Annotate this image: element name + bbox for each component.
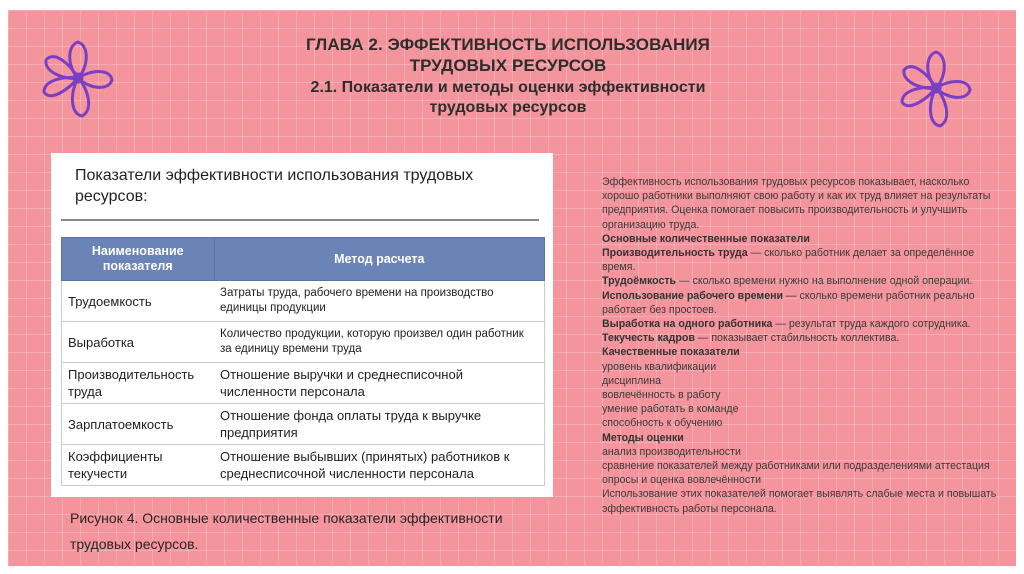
quantitative-heading: Основные количественные показатели (602, 232, 810, 245)
list-item: опросы и оценка вовлечённости (602, 474, 761, 487)
list-item (602, 289, 1002, 317)
list-item: способность к обучению (602, 417, 723, 430)
indicator-name: Коэффициенты текучести (62, 445, 215, 486)
table-row (62, 281, 545, 322)
indicator-method: Затраты труда, рабочего времени на производство единицы продукции (214, 281, 545, 322)
section-title-line2: трудовых ресурсов (429, 99, 587, 116)
intro-paragraph: Эффективность использования трудовых ресурсов показывает, насколько хорошо работники выполняют свою работу и как их труд влияет на результаты предприятия. Оценка помогает повысить производительность и улучшить организацию труда. (602, 176, 991, 231)
list-item (602, 246, 1002, 274)
conclusion-paragraph: Использование этих показателей помогает выявлять слабые места и повышать эффективность работы персонала. (602, 488, 997, 515)
table-row (62, 404, 545, 445)
list-item: вовлечённость в работу (602, 389, 721, 402)
definition: — сколько времени работник реально работает без простоев. (602, 289, 975, 316)
list-item: дисциплина (602, 374, 661, 387)
indicator-method: Отношение выбывших (принятых) работников к среднесписочной численности персонала (214, 445, 545, 486)
indicator-method: Количество продукции, которую произвел один работник за единицу времени труда (214, 322, 545, 363)
list-item (602, 274, 1002, 288)
definition: — показывает стабильность коллектива. (694, 332, 900, 345)
list-item: умение работать в команде (602, 403, 739, 416)
divider (61, 219, 539, 221)
list-item (602, 317, 1002, 331)
indicator-method: Отношение выручки и среднесписочной численности персонала (214, 363, 545, 404)
slide (8, 10, 1016, 566)
indicators-table (61, 237, 545, 486)
caption-line2: трудовых ресурсов. (70, 536, 199, 552)
list-item: сравнение показателей между работниками или подразделениями аттестация (602, 460, 990, 473)
table-row (62, 445, 545, 486)
figure-image (51, 153, 553, 497)
indicator-name: Трудоемкость (62, 281, 215, 322)
chapter-title: ГЛАВА 2. ЭФФЕКТИВНОСТЬ ИСПОЛЬЗОВАНИЯ (305, 35, 711, 54)
figure-title-line1: Показатели эффективности использования трудовых (75, 167, 474, 184)
definition: — сколько работник делает за определённое время. (602, 247, 975, 274)
term: Текучесть кадров (602, 332, 695, 345)
column-header-name: Наименование показателя (62, 238, 215, 281)
methods-heading: Методы оценки (602, 431, 684, 444)
column-header-method: Метод расчета (214, 238, 545, 281)
definition: — сколько времени нужно на выполнение одной операции. (676, 275, 973, 288)
table-row (62, 322, 545, 363)
term: Выработка на одного работника (602, 318, 773, 331)
description-text (602, 175, 1002, 516)
chapter-title-line2: ТРУДОВЫХ РЕСУРСОВ (409, 56, 607, 75)
indicator-name: Производительность труда (62, 363, 215, 404)
figure-title-line2: ресурсов: (75, 188, 148, 205)
indicator-name: Выработка (62, 322, 215, 363)
flower-icon (896, 48, 976, 132)
term: Использование рабочего времени (602, 289, 784, 302)
section-title: 2.1. Показатели и методы оценки эффективности (310, 79, 706, 96)
figure-caption (70, 505, 550, 557)
qualitative-heading: Качественные показатели (602, 346, 740, 359)
flower-icon (38, 38, 118, 122)
definition: — результат труда каждого сотрудника. (772, 318, 971, 331)
table-row (62, 363, 545, 404)
indicator-name: Зарплатоемкость (62, 404, 215, 445)
list-item (602, 331, 1002, 345)
list-item: анализ производительности (602, 445, 741, 458)
list-item: уровень квалификации (602, 360, 717, 373)
caption-line1: Рисунок 4. Основные количественные показатели эффективности (70, 510, 503, 526)
figure-title (75, 165, 535, 207)
term: Производительность труда (602, 247, 748, 260)
indicator-method: Отношение фонда оплаты труда к выручке предприятия (214, 404, 545, 445)
page-heading (228, 34, 788, 118)
term: Трудоёмкость (602, 275, 677, 288)
